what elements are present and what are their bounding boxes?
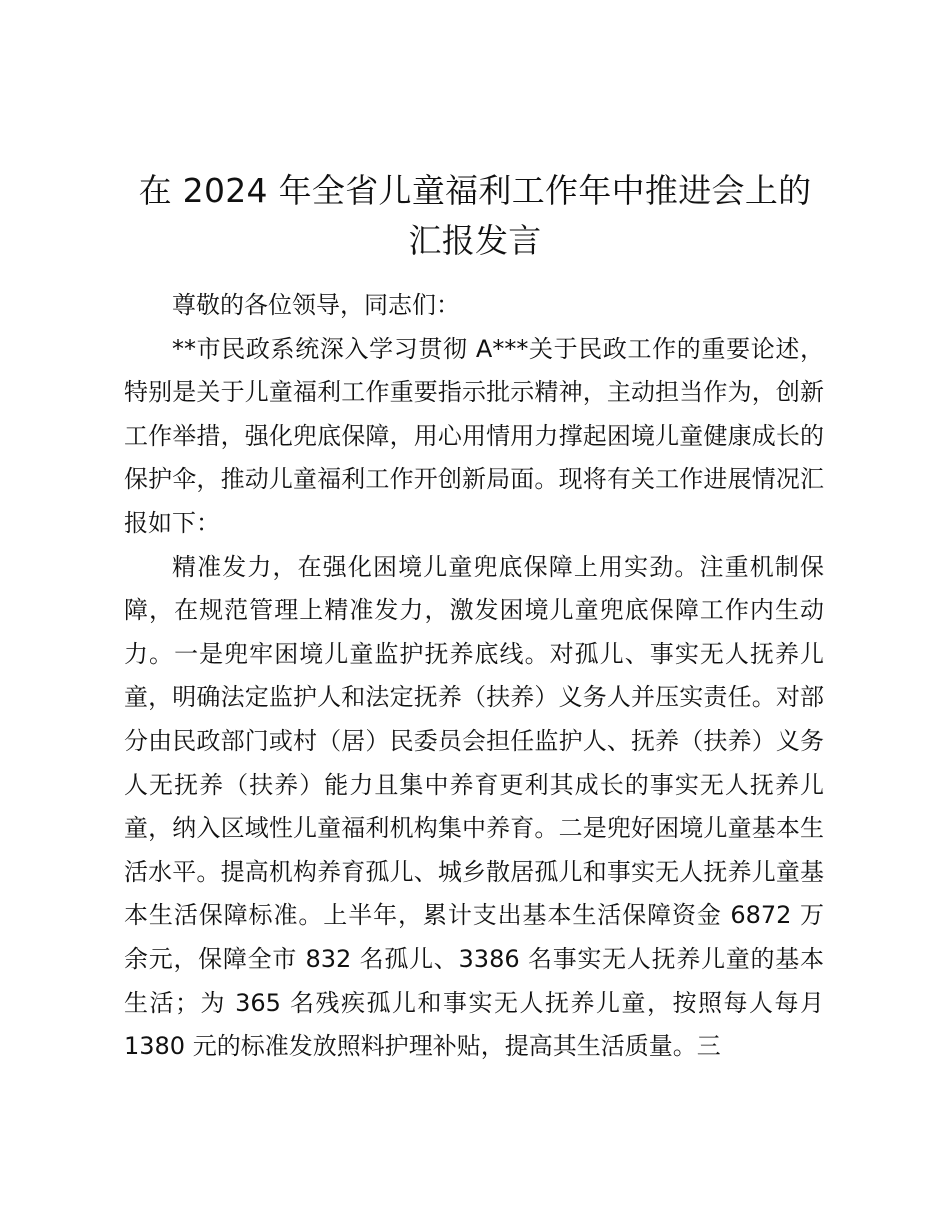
title-line-2: 汇报发言 bbox=[408, 221, 542, 260]
paragraph-intro: **市民政系统深入学习贯彻 A***关于民政工作的重要论述，特别是关于儿童福利工作重要指示批示精神，主动担当作为，创新工作举措，强化兜底保障，用心用情用力撑起困境儿童健康成长的保护伞，推动儿童福利工作开创新局面。现将有关工作进展情况汇报如下： bbox=[124, 334, 824, 537]
paragraph-section-1: 精准发力，在强化困境儿童兜底保障上用实劲。注重机制保障，在规范管理上精准发力，激发困境儿童兜底保障工作内生动力。一是兜牢困境儿童监护抚养底线。对孤儿、事实无人抚养儿童，明确法定监护人和法定抚养（扶养）义务人并压实责任。对部分由民政部门或村（居）民委员会担任监护人、抚养（扶养）义务人无抚养（扶养）能力且集中养育更利其成长的事实无人抚养儿童，纳入区域性儿童福利机构集中养育。二是兜好困境儿童基本生活水平。提高机构养育孤儿、城乡散居孤儿和事实无人抚养儿童基本生活保障标准。上半年，累计支出基本生活保障资金 6872 万余元，保障全市 832 名孤儿、3386 名事实无人抚养儿童的基本生活；为 365 名残疾孤儿和事实无人抚养儿童，按照每人每月 1380 元的标准发放照料护理补贴，提高其生活质量。三 bbox=[124, 552, 824, 1061]
title-line-1: 在 2024 年全省儿童福利工作年中推进会上的 bbox=[138, 171, 812, 210]
document-title bbox=[120, 166, 830, 266]
salutation: 尊敬的各位领导，同志们： bbox=[172, 291, 460, 319]
document-body bbox=[124, 284, 824, 1069]
